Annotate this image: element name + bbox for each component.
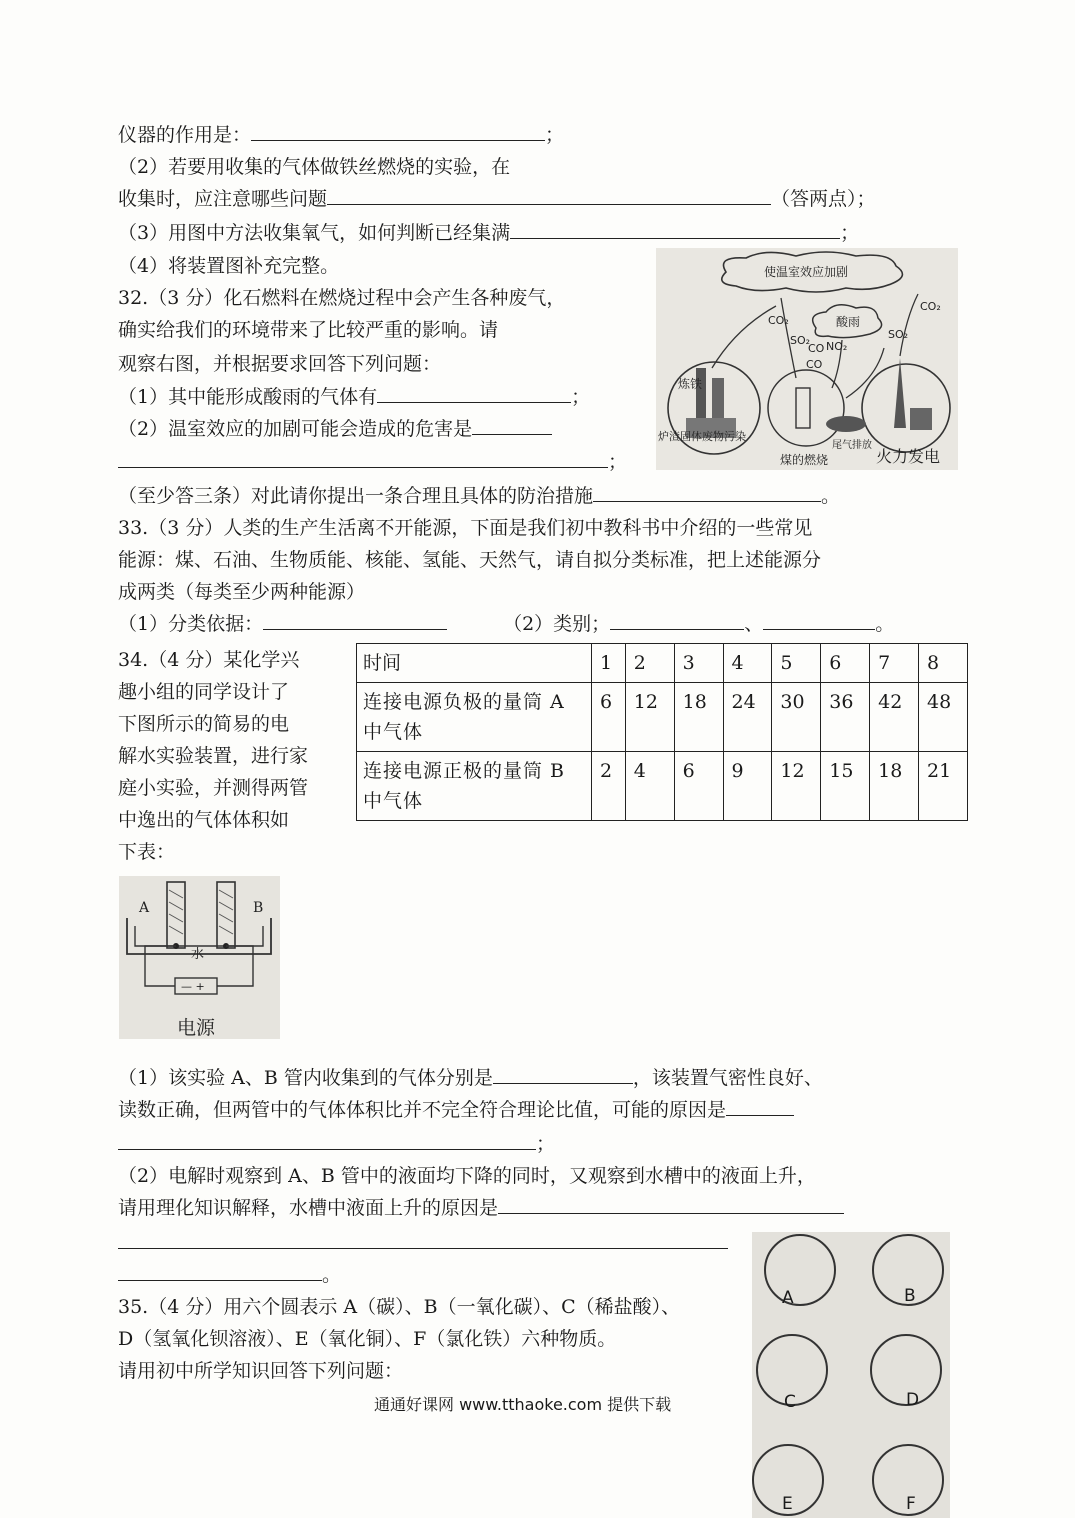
table-header-cell: 8 xyxy=(919,644,968,683)
co-label-1: CO xyxy=(808,342,825,355)
q34-part-2b: 请用理化知识解释，水槽中液面上升的原因是 xyxy=(118,1193,844,1223)
answer-blank[interactable] xyxy=(493,1063,633,1084)
q31-line-1: 仪器的作用是： ； xyxy=(118,120,564,150)
q33-parts: （1）分类依据： （2）类别； 、 。 xyxy=(118,609,894,639)
circle-b-label: B xyxy=(904,1286,916,1306)
no2-label: NO₂ xyxy=(826,340,848,353)
table-header-cell: 2 xyxy=(625,644,674,683)
q34-part-1a: （1）该实验 A、B 管内收集到的气体分别是 ，该装置气密性良好、 xyxy=(118,1063,823,1093)
table-cell: 9 xyxy=(723,752,772,821)
answer-blank[interactable] xyxy=(510,218,840,239)
table-header-cell: 6 xyxy=(821,644,870,683)
coal-label: 煤的燃烧 xyxy=(780,453,829,467)
q34-stem-1: 34.（4 分）某化学兴 xyxy=(118,649,300,671)
q35-stem-2: D（氢氧化钡溶液）、E（氧化铜）、F（氯化铁）六种物质。 xyxy=(118,1328,617,1350)
q33-stem-1: 33.（3 分）人类的生产生活离不开能源，下面是我们初中教科书中介绍的一些常见 xyxy=(118,517,813,539)
q34-part-2d: 。 xyxy=(118,1260,341,1290)
table-cell: 2 xyxy=(592,752,626,821)
answer-blank[interactable] xyxy=(472,414,552,435)
answer-blank[interactable] xyxy=(726,1095,794,1116)
tube-b-label: B xyxy=(253,900,264,916)
answer-blank[interactable] xyxy=(327,184,771,205)
q32-part-2-cont: ； xyxy=(118,447,627,477)
q34-stem-3: 下图所示的简易的电 xyxy=(118,713,290,735)
co2-label-1: CO₂ xyxy=(768,314,789,327)
q31-line-5: （4）将装置图补充完整。 xyxy=(118,255,340,277)
table-header-row xyxy=(357,644,968,683)
table-header-cell: 时间 xyxy=(357,644,592,683)
answer-blank[interactable] xyxy=(498,1193,844,1214)
q32-stem-1: 32.（3 分）化石燃料在燃烧过程中会产生各种废气， xyxy=(118,287,566,309)
table-cell: 4 xyxy=(625,752,674,821)
table-cell: 30 xyxy=(772,683,821,752)
answer-blank[interactable] xyxy=(377,382,571,403)
q34-stem-5: 庭小实验，并测得两管 xyxy=(118,777,309,799)
table-cell: 21 xyxy=(919,752,968,821)
table-header-cell: 3 xyxy=(674,644,723,683)
answer-blank[interactable] xyxy=(763,609,875,630)
water-label: 水 xyxy=(191,947,205,962)
electrolysis-illustration xyxy=(119,876,280,1039)
tube-a-label: A xyxy=(139,900,150,916)
page-footer: 通通好课网 www.tthaoke.com 提供下载 xyxy=(374,1395,672,1414)
q34-stem-2: 趣小组的同学设计了 xyxy=(118,681,290,703)
circle-d-label: D xyxy=(906,1390,920,1410)
q31-line-4: （3）用图中方法收集氧气，如何判断已经集满 ； xyxy=(118,218,859,248)
q31-line-2: （2）若要用收集的气体做铁丝燃烧的实验，在 xyxy=(118,156,511,178)
table-row-label: 连接电源负极的量筒 A 中气体 xyxy=(357,683,592,752)
co2-label-2: CO₂ xyxy=(920,300,941,313)
smelting-label: 炼铁 xyxy=(678,377,703,391)
q31-line-3: 收集时，应注意哪些问题 （答两点）； xyxy=(118,184,876,214)
circle-f-label: F xyxy=(906,1494,916,1514)
q34-stem-7: 下表： xyxy=(118,841,176,863)
table-header-cell: 4 xyxy=(723,644,772,683)
q33-stem-3: 成两类（每类至少两种能源） xyxy=(118,581,366,603)
table-cell: 24 xyxy=(723,683,772,752)
answer-blank[interactable] xyxy=(118,447,608,468)
table-header-cell: 1 xyxy=(592,644,626,683)
q34-stem-4: 解水实验装置，进行家 xyxy=(118,745,309,767)
q34-part-2a: （2）电解时观察到 A、B 管中的液面均下降的同时，又观察到水槽中的液面上升， xyxy=(118,1165,816,1187)
table-cell: 48 xyxy=(919,683,968,752)
pollution-figure xyxy=(656,248,958,470)
answer-blank[interactable] xyxy=(251,120,545,141)
table-header-cell: 5 xyxy=(772,644,821,683)
q33-stem-2: 能源：煤、石油、生物质能、核能、氢能、天然气，请自拟分类标准，把上述能源分 xyxy=(118,549,822,571)
exhaust-label: 尾气排放 xyxy=(832,440,872,451)
q32-stem-3: 观察右图，并根据要求回答下列问题： xyxy=(118,353,442,375)
table-row xyxy=(357,683,968,752)
answer-blank[interactable] xyxy=(610,609,744,630)
q34-stem-6: 中逸出的气体体积如 xyxy=(118,809,290,831)
table-cell: 15 xyxy=(821,752,870,821)
answer-line[interactable] xyxy=(118,1248,728,1249)
q35-stem-3: 请用初中所学知识回答下列问题： xyxy=(118,1360,404,1382)
q34-part-1c: ； xyxy=(118,1129,555,1159)
circle-a-label: A xyxy=(782,1288,794,1308)
table-header-cell: 7 xyxy=(870,644,919,683)
power-label: 火力发电 xyxy=(876,447,941,466)
q32-part-1: （1）其中能形成酸雨的气体有 ； xyxy=(118,382,590,412)
six-circles-figure xyxy=(752,1232,950,1518)
q32-part-3: （至少答三条）对此请你提出一条合理且具体的防治措施 。 xyxy=(118,481,840,511)
table-cell: 12 xyxy=(772,752,821,821)
circle-e-label: E xyxy=(782,1494,793,1514)
circle-a xyxy=(764,1234,836,1306)
q32-stem-2: 确实给我们的环境带来了比较严重的影响。请 xyxy=(118,319,499,341)
answer-blank[interactable] xyxy=(118,1129,536,1150)
so2-label-2: SO₂ xyxy=(888,328,909,341)
electrolysis-figure xyxy=(119,876,280,1039)
cloud-label: 使温室效应加剧 xyxy=(764,265,849,279)
table-cell: 18 xyxy=(674,683,723,752)
battery-terminals: — + xyxy=(181,980,205,993)
q32-part-2: （2）温室效应的加剧可能会造成的危害是 xyxy=(118,414,552,444)
gas-volume-table xyxy=(356,643,968,821)
circle-c-label: C xyxy=(784,1392,796,1412)
table-row xyxy=(357,752,968,821)
answer-blank[interactable] xyxy=(593,481,821,502)
table-cell: 18 xyxy=(870,752,919,821)
q35-stem-1: 35.（4 分）用六个圆表示 A（碳）、B（一氧化碳）、C（稀盐酸）、 xyxy=(118,1296,681,1318)
answer-blank[interactable] xyxy=(118,1260,322,1281)
waste-label: 炉渣固体废物污染 xyxy=(658,430,746,443)
q34-part-1b: 读数正确，但两管中的气体体积比并不完全符合理论比值，可能的原因是 xyxy=(118,1095,794,1125)
power-source-caption: 电源 xyxy=(177,1017,216,1039)
table-cell: 6 xyxy=(674,752,723,821)
table-cell: 42 xyxy=(870,683,919,752)
table-cell: 36 xyxy=(821,683,870,752)
so2-label-1: SO₂ xyxy=(790,334,811,347)
table-cell: 12 xyxy=(625,683,674,752)
answer-blank[interactable] xyxy=(263,609,447,630)
co-label-2: CO xyxy=(806,358,823,371)
table-cell: 6 xyxy=(592,683,626,752)
acid-rain-label: 酸雨 xyxy=(836,315,861,329)
pollution-illustration xyxy=(656,248,958,470)
table-row-label: 连接电源正极的量筒 B 中气体 xyxy=(357,752,592,821)
